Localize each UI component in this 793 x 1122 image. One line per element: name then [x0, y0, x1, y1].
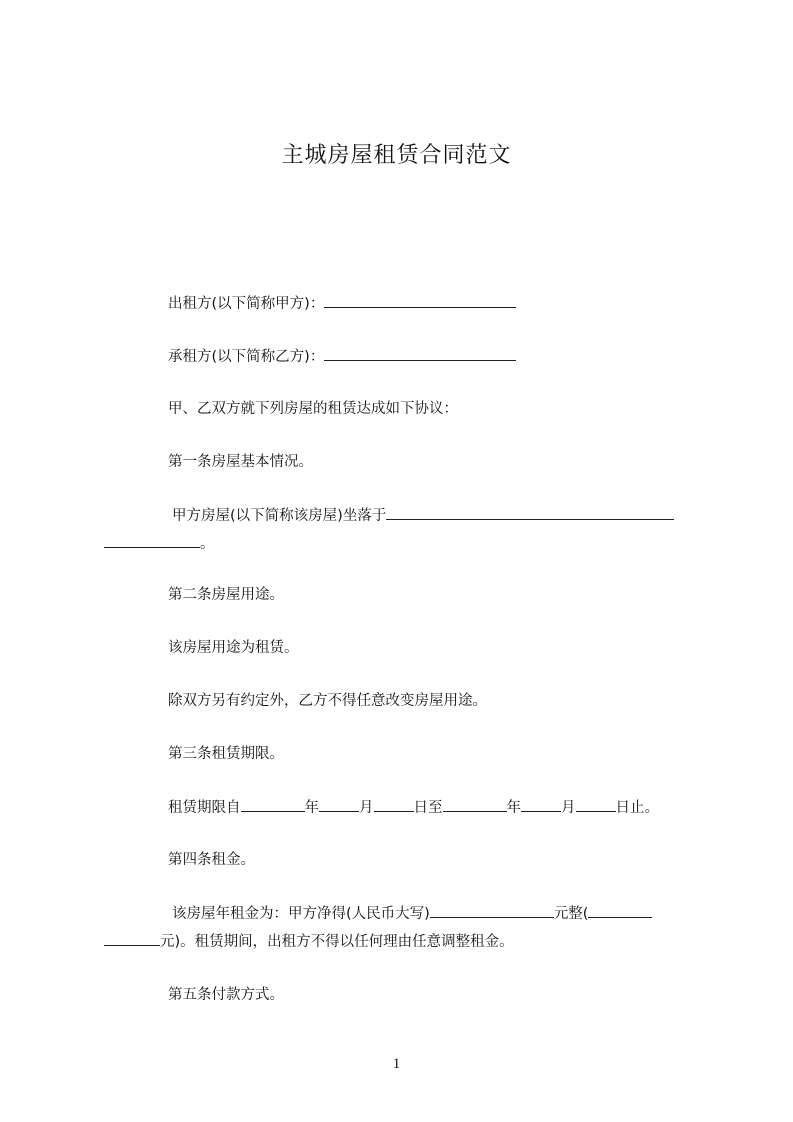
- end-year-label: 年: [506, 800, 521, 816]
- article2-use: 该房屋用途为租赁。: [168, 640, 299, 656]
- lessee-label: 承租方(以下简称乙方)：: [168, 349, 325, 365]
- rent-amount-number-blank[interactable]: [588, 902, 652, 918]
- article2-restriction: 除双方另有约定外，乙方不得任意改变房屋用途。: [168, 693, 487, 709]
- article1-location-continuation: [104, 532, 215, 555]
- term-start-label: 租赁期限自: [168, 800, 241, 816]
- article2-heading: 第二条房屋用途。: [168, 587, 284, 603]
- location-period: 。: [200, 536, 215, 552]
- article5-heading: 第五条付款方式。: [168, 987, 284, 1003]
- start-year-label: 年: [304, 800, 319, 816]
- start-day-blank[interactable]: [374, 796, 414, 812]
- end-month-blank[interactable]: [521, 796, 561, 812]
- lessor-blank[interactable]: [324, 292, 516, 308]
- lessor-line: [168, 292, 516, 315]
- end-month-label: 月: [561, 800, 576, 816]
- lessee-line: [168, 345, 516, 368]
- location-label: 甲方房屋(以下简称该房屋)坐落于: [172, 508, 387, 524]
- lease-term-line: [168, 796, 659, 819]
- rent-line-continuation: [104, 930, 514, 953]
- end-day-label: 日止。: [615, 800, 659, 816]
- article1-location-line: [172, 504, 674, 527]
- lessor-label: 出租方(以下简称甲方)：: [168, 296, 325, 312]
- location-blank[interactable]: [386, 504, 674, 520]
- start-month-blank[interactable]: [319, 796, 359, 812]
- rent-amount-number-blank-continued[interactable]: [104, 930, 160, 946]
- location-blank-continued[interactable]: [104, 532, 200, 548]
- document-title: 主城房屋租赁合同范文: [281, 143, 512, 168]
- rent-suffix: 元)。租赁期间，出租方不得以任何理由任意调整租金。: [160, 934, 514, 950]
- rent-amount-words-blank[interactable]: [430, 902, 554, 918]
- start-month-label: 月: [359, 800, 374, 816]
- end-year-blank[interactable]: [443, 796, 507, 812]
- start-year-blank[interactable]: [241, 796, 305, 812]
- page-number: 1: [392, 1056, 401, 1072]
- end-day-blank[interactable]: [576, 796, 616, 812]
- article1-heading: 第一条房屋基本情况。: [168, 454, 313, 470]
- start-day-to-label: 日至: [413, 800, 443, 816]
- rent-whole-label: 元整(: [553, 906, 589, 922]
- rent-label: 该房屋年租金为：甲方净得(人民币大写): [172, 906, 430, 922]
- rent-line: [172, 902, 652, 925]
- article4-heading: 第四条租金。: [168, 852, 255, 868]
- article3-heading: 第三条租赁期限。: [168, 746, 284, 762]
- agreement-intro: 甲、乙双方就下列房屋的租赁达成如下协议：: [168, 401, 458, 417]
- lessee-blank[interactable]: [324, 345, 516, 361]
